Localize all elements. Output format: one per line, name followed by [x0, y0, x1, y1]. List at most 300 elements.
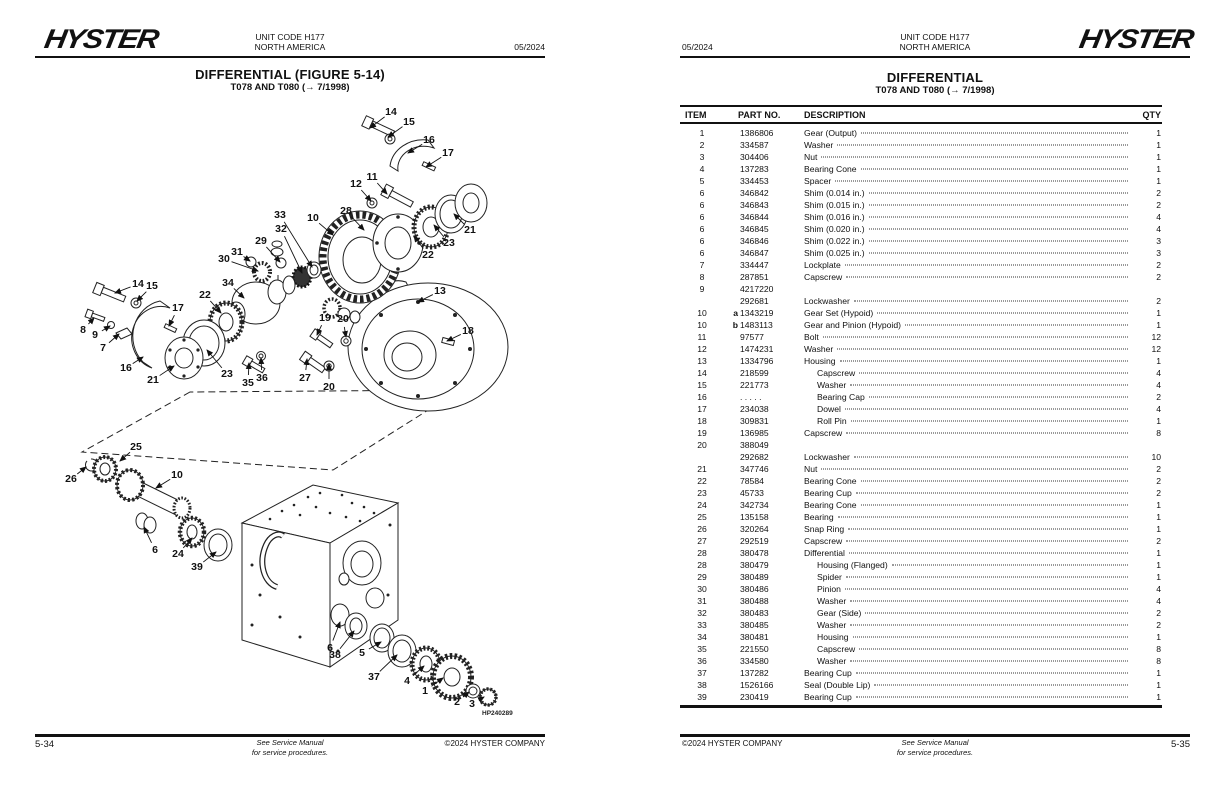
item-number: 33 — [697, 620, 707, 630]
exploded-diagram — [30, 95, 550, 740]
description-text: Washer — [804, 344, 834, 354]
table-row — [680, 607, 1162, 619]
callout-leader — [169, 315, 174, 326]
description-text: Seal (Double Lip) — [804, 680, 871, 690]
hyster-logo-left: HYSTER — [42, 24, 161, 54]
item-number: 32 — [697, 608, 707, 618]
table-row — [680, 547, 1162, 559]
callout-label: 15 — [146, 280, 158, 292]
callout-label: 22 — [422, 249, 434, 261]
quantity: 4 — [1156, 404, 1161, 414]
description-cell — [804, 175, 1132, 187]
description-cell — [804, 187, 1132, 199]
description-text: Bearing Cone — [804, 164, 857, 174]
callout-leader — [426, 157, 441, 167]
table-row — [680, 643, 1162, 655]
description-text: Shim (0.022 in.) — [804, 236, 865, 246]
description-cell — [804, 259, 1132, 271]
description-cell — [804, 415, 1132, 427]
callout-label: 37 — [368, 671, 380, 683]
callout-leader — [261, 358, 262, 370]
callout-label: 7 — [100, 342, 106, 354]
callout-label: 5 — [359, 647, 365, 659]
dot-leader — [848, 529, 1128, 530]
part-number: 346844 — [740, 212, 769, 222]
left-footer-bar — [35, 734, 545, 737]
dot-leader — [869, 217, 1128, 218]
table-row — [680, 331, 1162, 343]
dot-leader — [869, 397, 1128, 398]
quantity: 10 — [1151, 452, 1161, 462]
dot-leader — [854, 301, 1128, 302]
callout-label: 28 — [340, 205, 352, 217]
part-prefix: b — [732, 320, 738, 330]
table-row — [680, 451, 1162, 463]
description-cell — [804, 211, 1132, 223]
quantity: 2 — [1156, 608, 1161, 618]
col-header-description: DESCRIPTION — [804, 109, 866, 120]
quantity: 4 — [1156, 584, 1161, 594]
description-text: Shim (0.020 in.) — [804, 224, 865, 234]
table-row — [680, 175, 1162, 187]
description-cell — [804, 631, 1132, 643]
quantity: 1 — [1156, 524, 1161, 534]
callout-leader — [156, 479, 170, 488]
description-text: Dowel — [817, 404, 841, 414]
part-number: 78584 — [740, 476, 764, 486]
dot-leader — [846, 541, 1128, 542]
description-cell — [804, 235, 1132, 247]
part-number: 388049 — [740, 440, 769, 450]
description-cell — [804, 151, 1132, 163]
description-text: Differential — [804, 548, 845, 558]
part-number: 1334796 — [740, 356, 774, 366]
callout-label: 20 — [323, 381, 335, 393]
item-number: 9 — [699, 284, 705, 294]
item-number: 15 — [697, 380, 707, 390]
description-text: Washer — [817, 656, 847, 666]
description-cell — [804, 319, 1132, 331]
part-number: 380481 — [740, 632, 769, 642]
callout-label: 31 — [231, 246, 243, 258]
right-header-rule — [680, 56, 1190, 58]
quantity: 2 — [1156, 392, 1161, 402]
description-cell — [804, 403, 1132, 415]
left-header-rule — [35, 56, 545, 58]
description-cell — [804, 499, 1132, 511]
description-cell — [804, 139, 1132, 151]
right-page-title: DIFFERENTIAL — [886, 70, 984, 85]
right-header-center — [835, 32, 1035, 52]
description-cell — [804, 463, 1132, 475]
dot-leader — [837, 145, 1128, 146]
region: NORTH AMERICA — [254, 42, 326, 52]
table-row — [680, 691, 1162, 703]
part-number: 334580 — [740, 656, 769, 666]
dot-leader — [874, 685, 1128, 686]
parts-table-body — [680, 124, 1162, 703]
table-row — [680, 511, 1162, 523]
item-number: 6 — [699, 188, 705, 198]
quantity: 2 — [1156, 620, 1161, 630]
item-number: 10 — [697, 320, 707, 330]
left-header-center — [190, 32, 390, 52]
callout-label: 39 — [191, 561, 203, 573]
table-row — [680, 439, 1162, 451]
dot-leader — [850, 601, 1128, 602]
part-number: 1526166 — [740, 680, 774, 690]
dot-leader — [869, 229, 1128, 230]
description-text: Gear and Pinion (Hypoid) — [804, 320, 901, 330]
callout-label: 15 — [403, 116, 415, 128]
description-text: Gear (Side) — [817, 608, 862, 618]
callout-leader — [115, 287, 131, 293]
quantity: 3 — [1156, 248, 1161, 258]
description-cell — [804, 523, 1132, 535]
table-row — [680, 283, 1162, 295]
dot-leader — [856, 493, 1128, 494]
table-row — [680, 427, 1162, 439]
item-number: 38 — [697, 680, 707, 690]
table-row — [680, 415, 1162, 427]
region: NORTH AMERICA — [899, 42, 971, 52]
part-number: 346847 — [740, 248, 769, 258]
dot-leader — [905, 325, 1128, 326]
part-number: 234038 — [740, 404, 769, 414]
hyster-logo-right: HYSTER — [1077, 24, 1196, 54]
callout-leader — [284, 236, 302, 273]
part-number: 380488 — [740, 596, 769, 606]
dot-leader — [856, 697, 1128, 698]
description-cell — [804, 535, 1132, 547]
quantity: 4 — [1156, 596, 1161, 606]
dot-leader — [823, 337, 1128, 338]
description-cell — [804, 691, 1132, 703]
right-page-number: 5-35 — [1170, 739, 1190, 750]
item-number: 22 — [697, 476, 707, 486]
dot-leader — [850, 385, 1128, 386]
quantity: 2 — [1156, 188, 1161, 198]
item-number: 19 — [697, 428, 707, 438]
table-row — [680, 631, 1162, 643]
description-text: Spider — [817, 572, 842, 582]
dot-leader — [854, 457, 1128, 458]
quantity: 2 — [1156, 488, 1161, 498]
table-row — [680, 139, 1162, 151]
item-number: 35 — [697, 644, 707, 654]
description-text: Bolt — [804, 332, 819, 342]
part-number: 346842 — [740, 188, 769, 198]
dot-leader — [837, 349, 1128, 350]
dot-leader — [865, 613, 1128, 614]
table-row — [680, 595, 1162, 607]
quantity: 2 — [1156, 260, 1161, 270]
table-row — [680, 187, 1162, 199]
description-text: Roll Pin — [817, 416, 847, 426]
part-number: 97577 — [740, 332, 764, 342]
table-row — [680, 499, 1162, 511]
table-row — [680, 619, 1162, 631]
dot-leader — [845, 409, 1128, 410]
item-number: 17 — [697, 404, 707, 414]
dot-leader — [856, 673, 1128, 674]
dot-leader — [869, 253, 1128, 254]
quantity: 1 — [1156, 176, 1161, 186]
description-text: Bearing Cup — [804, 488, 852, 498]
dot-leader — [838, 517, 1128, 518]
right-footer-bar — [680, 734, 1190, 737]
description-cell — [804, 163, 1132, 175]
description-text: Bearing Cup — [804, 668, 852, 678]
description-cell — [804, 379, 1132, 391]
description-text: Capscrew — [804, 428, 843, 438]
parts-table-bottom-rule — [680, 705, 1162, 708]
description-text: Shim (0.025 in.) — [804, 248, 865, 258]
quantity: 1 — [1156, 668, 1161, 678]
quantity: 1 — [1156, 140, 1161, 150]
description-text: Capscrew — [817, 368, 856, 378]
dot-leader — [845, 265, 1128, 266]
description-cell — [804, 307, 1132, 319]
quantity: 1 — [1156, 692, 1161, 702]
dot-leader — [821, 469, 1128, 470]
description-text: Bearing Cone — [804, 476, 857, 486]
description-cell — [804, 355, 1132, 367]
item-number: 10 — [697, 308, 707, 318]
part-number: 45733 — [740, 488, 764, 498]
item-number: 6 — [699, 236, 705, 246]
item-number: 16 — [697, 392, 707, 402]
callout-label: 25 — [130, 441, 142, 453]
item-number: 18 — [697, 416, 707, 426]
part-number: 1386806 — [740, 128, 774, 138]
item-number: 28 — [697, 548, 707, 558]
description-text: Washer — [817, 596, 847, 606]
callout-label: 26 — [65, 473, 77, 485]
table-row — [680, 271, 1162, 283]
item-number: 4 — [699, 164, 705, 174]
table-row — [680, 403, 1162, 415]
callout-leader — [344, 327, 346, 337]
description-text: Bearing — [804, 512, 834, 522]
item-number: 1 — [699, 128, 705, 138]
right-header-date: 05/2024 — [682, 42, 713, 52]
callout-label: 29 — [255, 235, 267, 247]
description-text: Shim (0.015 in.) — [804, 200, 865, 210]
part-number: 380485 — [740, 620, 769, 630]
item-number: 6 — [699, 224, 705, 234]
description-text: Housing (Flanged) — [817, 560, 888, 570]
part-number: 334587 — [740, 140, 769, 150]
quantity: 1 — [1156, 152, 1161, 162]
quantity: 4 — [1156, 224, 1161, 234]
item-number: 6 — [699, 212, 705, 222]
part-number: 1474231 — [740, 344, 774, 354]
description-cell — [804, 391, 1132, 403]
left-header-date: 05/2024 — [514, 42, 545, 52]
description-cell — [804, 343, 1132, 355]
description-text: Bearing Cap — [817, 392, 865, 402]
callout-label: 13 — [434, 285, 446, 297]
item-number: 3 — [699, 152, 705, 162]
callout-label: 18 — [462, 325, 474, 337]
part-number: 287851 — [740, 272, 769, 282]
col-header-item: ITEM — [685, 109, 707, 120]
callout-label: 10 — [171, 469, 183, 481]
item-number: 6 — [699, 200, 705, 210]
quantity: 2 — [1156, 296, 1161, 306]
quantity: 2 — [1156, 536, 1161, 546]
description-cell — [804, 511, 1132, 523]
dot-leader — [821, 157, 1128, 158]
quantity: 1 — [1156, 416, 1161, 426]
callout-label: 30 — [218, 253, 230, 265]
left-page-subtitle: T078 AND T080 (→ 7/1998) — [230, 82, 350, 93]
item-number: 26 — [697, 524, 707, 534]
part-number: . . . . . — [740, 392, 762, 402]
description-text: Capscrew — [804, 272, 843, 282]
callout-label: 21 — [147, 374, 159, 386]
callout-label: 4 — [404, 675, 410, 687]
description-text: Washer — [804, 140, 834, 150]
part-number: 137282 — [740, 668, 769, 678]
dot-leader — [861, 133, 1128, 134]
part-number: 230419 — [740, 692, 769, 702]
table-row — [680, 655, 1162, 667]
quantity: 1 — [1156, 320, 1161, 330]
right-copyright: ©2024 HYSTER COMPANY — [682, 739, 783, 748]
description-text: Pinion — [817, 584, 841, 594]
table-row — [680, 247, 1162, 259]
description-cell — [804, 559, 1132, 571]
dot-leader — [835, 181, 1128, 182]
callout-leader — [137, 292, 146, 301]
callout-label: 35 — [242, 377, 254, 389]
dot-leader — [850, 625, 1128, 626]
callout-label: 10 — [307, 212, 319, 224]
quantity: 2 — [1156, 476, 1161, 486]
callout-leader — [120, 452, 130, 461]
callout-leader — [109, 334, 119, 343]
part-number: 221550 — [740, 644, 769, 654]
description-cell — [804, 571, 1132, 583]
callout-label: 16 — [423, 134, 435, 146]
quantity: 1 — [1156, 548, 1161, 558]
description-text: Nut — [804, 464, 818, 474]
col-header-part: PART NO. — [738, 109, 781, 120]
quantity: 1 — [1156, 560, 1161, 570]
table-row — [680, 211, 1162, 223]
callout-label: 2 — [454, 696, 460, 708]
description-cell — [804, 487, 1132, 499]
description-text: Washer — [817, 380, 847, 390]
table-row — [680, 199, 1162, 211]
description-text: Bearing Cone — [804, 500, 857, 510]
callout-label: 36 — [256, 372, 268, 384]
callout-label: 9 — [92, 329, 98, 341]
description-cell — [804, 679, 1132, 691]
item-number: 36 — [697, 656, 707, 666]
description-text: Nut — [804, 152, 818, 162]
item-number: 37 — [697, 668, 707, 678]
part-number: 1343219 — [740, 308, 774, 318]
callout-leader — [248, 363, 249, 375]
output-gear-string — [331, 604, 496, 705]
dot-leader — [846, 577, 1128, 578]
item-number: 29 — [697, 572, 707, 582]
dot-leader — [861, 169, 1128, 170]
part-number: 292682 — [740, 452, 769, 462]
callout-label: 34 — [222, 277, 234, 289]
figure-code: HP240289 — [482, 710, 513, 717]
quantity: 1 — [1156, 512, 1161, 522]
table-row — [680, 343, 1162, 355]
description-cell — [804, 475, 1132, 487]
description-cell — [804, 331, 1132, 343]
description-cell — [804, 271, 1132, 283]
description-text: Lockplate — [804, 260, 841, 270]
callout-label: 8 — [80, 324, 86, 336]
dot-leader — [859, 649, 1128, 650]
dot-leader — [861, 505, 1128, 506]
callout-label: 38 — [329, 649, 341, 661]
table-row — [680, 319, 1162, 331]
table-row — [680, 487, 1162, 499]
description-text: Shim (0.016 in.) — [804, 212, 865, 222]
item-number: 7 — [699, 260, 705, 270]
part-number: 334453 — [740, 176, 769, 186]
item-number: 5 — [699, 176, 705, 186]
description-cell — [804, 199, 1132, 211]
description-text: Housing — [817, 632, 849, 642]
item-number: 6 — [699, 248, 705, 258]
dot-leader — [892, 565, 1128, 566]
callout-label: 27 — [299, 372, 311, 384]
part-number: 380479 — [740, 560, 769, 570]
item-number: 2 — [699, 140, 705, 150]
callout-label: 6 — [327, 642, 333, 654]
description-text: Bearing Cup — [804, 692, 852, 702]
description-text: Lockwasher — [804, 296, 850, 306]
part-number: 136985 — [740, 428, 769, 438]
quantity: 1 — [1156, 356, 1161, 366]
table-row — [680, 559, 1162, 571]
callout-label: 11 — [366, 171, 378, 183]
dot-leader — [877, 313, 1128, 314]
col-header-qty: QTY — [1142, 109, 1161, 120]
part-number: 334447 — [740, 260, 769, 270]
part-number: 320264 — [740, 524, 769, 534]
callout-label: 14 — [132, 278, 144, 290]
dot-leader — [869, 193, 1128, 194]
item-number: 34 — [697, 632, 707, 642]
left-footer-note: See Service Manual for service procedures. — [251, 738, 329, 757]
table-row — [680, 475, 1162, 487]
item-number: 25 — [697, 512, 707, 522]
table-row — [680, 535, 1162, 547]
table-row — [680, 667, 1162, 679]
table-row — [680, 523, 1162, 535]
description-cell — [804, 367, 1132, 379]
callout-label: 17 — [442, 147, 454, 159]
table-row — [680, 379, 1162, 391]
item-number: 20 — [697, 440, 707, 450]
item-number: 12 — [697, 344, 707, 354]
callout-label: 21 — [464, 224, 476, 236]
dot-leader — [869, 205, 1128, 206]
upper-exploded-assembly — [85, 116, 508, 411]
part-number: 135158 — [740, 512, 769, 522]
